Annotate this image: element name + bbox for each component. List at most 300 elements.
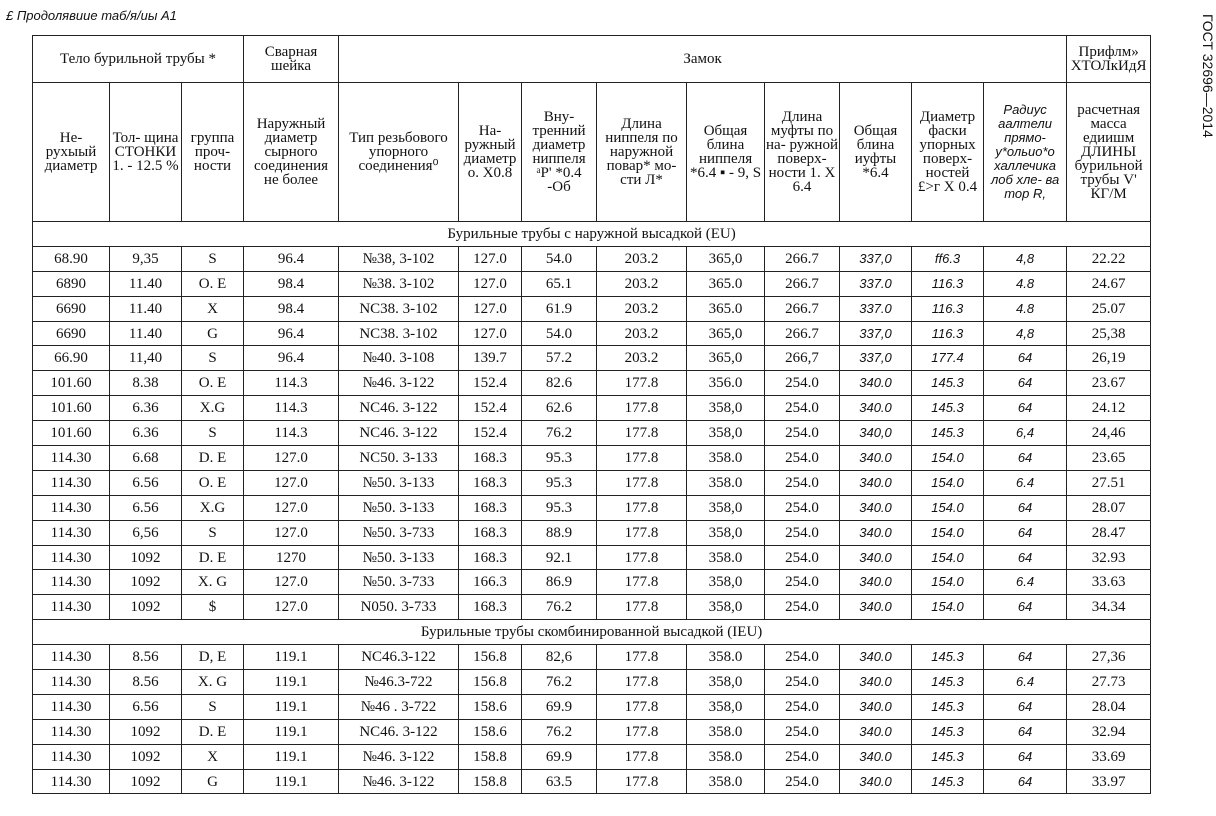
table-cell: 64 bbox=[984, 595, 1067, 620]
table-cell: 22.22 bbox=[1067, 246, 1151, 271]
col-strength-group: группа проч- ности bbox=[182, 83, 244, 222]
table-cell: S bbox=[182, 694, 244, 719]
table-cell: 340,0 bbox=[840, 421, 912, 446]
col-box-total-length: Общая блина иуфты *6.4 bbox=[840, 83, 912, 222]
table-cell: 1092 bbox=[110, 719, 182, 744]
table-cell: 145.3 bbox=[912, 719, 984, 744]
table-cell: 101.60 bbox=[33, 421, 110, 446]
col-box-length: Длина муфты по на- ружной поверх- ности 1. Х 6.4 bbox=[765, 83, 840, 222]
table-cell: 6690 bbox=[33, 321, 110, 346]
table-row bbox=[33, 470, 1151, 495]
table-cell: 95.3 bbox=[522, 470, 597, 495]
table-cell: №50. 3-733 bbox=[339, 520, 459, 545]
table-cell: 358.0 bbox=[687, 470, 765, 495]
table-cell: 82.6 bbox=[522, 371, 597, 396]
table-cell: 119.1 bbox=[244, 719, 339, 744]
table-cell: 86.9 bbox=[522, 570, 597, 595]
table-cell: 340.0 bbox=[840, 719, 912, 744]
table-cell: 340.0 bbox=[840, 570, 912, 595]
table-cell: 358.0 bbox=[687, 719, 765, 744]
table-cell: 11.40 bbox=[110, 321, 182, 346]
table-cell: 96.4 bbox=[244, 346, 339, 371]
table-cell: 24.12 bbox=[1067, 396, 1151, 421]
table-cell: 114.30 bbox=[33, 694, 110, 719]
table-cell: NC46. 3-122 bbox=[339, 719, 459, 744]
table-cell: 154.0 bbox=[912, 545, 984, 570]
table-cell: 358.0 bbox=[687, 446, 765, 471]
table-cell: 365.0 bbox=[687, 296, 765, 321]
table-cell: 114.3 bbox=[244, 421, 339, 446]
table-cell: 158.6 bbox=[459, 719, 522, 744]
table-cell: 114.30 bbox=[33, 470, 110, 495]
table-cell: 92.1 bbox=[522, 545, 597, 570]
table-cell: 337.0 bbox=[840, 296, 912, 321]
table-cell: 119.1 bbox=[244, 769, 339, 794]
drill-pipe-table bbox=[32, 35, 1151, 794]
table-cell: 6.4 bbox=[984, 470, 1067, 495]
table-cell: 25.07 bbox=[1067, 296, 1151, 321]
table-cell: №40. 3-108 bbox=[339, 346, 459, 371]
table-cell: 145.3 bbox=[912, 421, 984, 446]
table-cell: 119.1 bbox=[244, 645, 339, 670]
table-cell: 340.0 bbox=[840, 545, 912, 570]
table-cell: $ bbox=[182, 595, 244, 620]
table-row bbox=[33, 719, 1151, 744]
table-row bbox=[33, 570, 1151, 595]
table-cell: 358,0 bbox=[687, 520, 765, 545]
table-row bbox=[33, 520, 1151, 545]
table-cell: 156.8 bbox=[459, 645, 522, 670]
table-cell: X bbox=[182, 296, 244, 321]
table-cell: 6.56 bbox=[110, 694, 182, 719]
table-cell: 203.2 bbox=[597, 346, 687, 371]
table-cell: 254.0 bbox=[765, 446, 840, 471]
table-cell: 254.0 bbox=[765, 744, 840, 769]
table-cell: 6.4 bbox=[984, 670, 1067, 695]
table-cell: NC50. 3-133 bbox=[339, 446, 459, 471]
table-cell: 64 bbox=[984, 495, 1067, 520]
table-cell: 254.0 bbox=[765, 495, 840, 520]
table-cell: 340.0 bbox=[840, 495, 912, 520]
table-cell: 96.4 bbox=[244, 321, 339, 346]
table-cell: 358,0 bbox=[687, 396, 765, 421]
table-cell: 254.0 bbox=[765, 769, 840, 794]
table-cell: 28.07 bbox=[1067, 495, 1151, 520]
table-cell: 358.0 bbox=[687, 744, 765, 769]
table-cell: 154.0 bbox=[912, 446, 984, 471]
table-cell: 127.0 bbox=[244, 520, 339, 545]
table-cell: 4.8 bbox=[984, 296, 1067, 321]
table-cell: 6.56 bbox=[110, 470, 182, 495]
table-cell: 177.8 bbox=[597, 446, 687, 471]
table-cell: S bbox=[182, 246, 244, 271]
table-row bbox=[33, 271, 1151, 296]
table-cell: 27,36 bbox=[1067, 645, 1151, 670]
table-cell: S bbox=[182, 421, 244, 446]
table-cell: 76.2 bbox=[522, 670, 597, 695]
table-cell: 54.0 bbox=[522, 246, 597, 271]
table-cell: 119.1 bbox=[244, 670, 339, 695]
table-cell: 6,4 bbox=[984, 421, 1067, 446]
table-cell: 11,40 bbox=[110, 346, 182, 371]
section-row bbox=[33, 222, 1151, 247]
table-row bbox=[33, 296, 1151, 321]
table-cell: 32.93 bbox=[1067, 545, 1151, 570]
table-cell: 266.7 bbox=[765, 271, 840, 296]
table-cell: 254.0 bbox=[765, 670, 840, 695]
table-cell: 152.4 bbox=[459, 421, 522, 446]
header-pipe-body: Тело бурильной трубы * bbox=[33, 36, 244, 83]
table-cell: 8.38 bbox=[110, 371, 182, 396]
table-cell: 254.0 bbox=[765, 694, 840, 719]
table-cell: 177.8 bbox=[597, 495, 687, 520]
table-cell: 340.0 bbox=[840, 470, 912, 495]
table-cell: О. Е bbox=[182, 271, 244, 296]
table-cell: 254.0 bbox=[765, 470, 840, 495]
table-cell: 254.0 bbox=[765, 396, 840, 421]
table-cell: 254.0 bbox=[765, 371, 840, 396]
table-cell: 254.0 bbox=[765, 645, 840, 670]
table-row bbox=[33, 670, 1151, 695]
table-cell: 6.4 bbox=[984, 570, 1067, 595]
table-cell: 76.2 bbox=[522, 421, 597, 446]
table-cell: 27.51 bbox=[1067, 470, 1151, 495]
table-cell: D. E bbox=[182, 545, 244, 570]
table-cell: 127.0 bbox=[244, 495, 339, 520]
table-cell: 358,0 bbox=[687, 595, 765, 620]
table-cell: X.G bbox=[182, 495, 244, 520]
table-cell: №38. 3-102 bbox=[339, 271, 459, 296]
table-cell: 266,7 bbox=[765, 346, 840, 371]
table-cell: 64 bbox=[984, 446, 1067, 471]
table-cell: 254.0 bbox=[765, 545, 840, 570]
table-cell: 145.3 bbox=[912, 769, 984, 794]
col-joint-outer-diameter: На- ружный диаметр о. Х0.8 bbox=[459, 83, 522, 222]
table-cell: NC38. 3-102 bbox=[339, 321, 459, 346]
col-pin-total-length: Общая блина ниппеля *6.4 ▪ - 9, S bbox=[687, 83, 765, 222]
table-cell: 116.3 bbox=[912, 271, 984, 296]
table-cell: 6,56 bbox=[110, 520, 182, 545]
table-cell: 6.36 bbox=[110, 421, 182, 446]
table-cell: №50. 3-133 bbox=[339, 470, 459, 495]
table-cell: 114.30 bbox=[33, 719, 110, 744]
table-cell: 177.8 bbox=[597, 694, 687, 719]
section-row bbox=[33, 620, 1151, 645]
table-cell: 177.8 bbox=[597, 595, 687, 620]
table-cell: 168.3 bbox=[459, 470, 522, 495]
table-cell: 177.8 bbox=[597, 744, 687, 769]
table-cell: 6.68 bbox=[110, 446, 182, 471]
table-cell: 177.8 bbox=[597, 645, 687, 670]
table-cell: 98.4 bbox=[244, 296, 339, 321]
table-cell: 340.0 bbox=[840, 769, 912, 794]
table-cell: 158.6 bbox=[459, 694, 522, 719]
table-cell: №50. 3-133 bbox=[339, 495, 459, 520]
table-cell: 82,6 bbox=[522, 645, 597, 670]
table-cell: 203.2 bbox=[597, 271, 687, 296]
table-cell: 177.8 bbox=[597, 396, 687, 421]
table-cell: 177.8 bbox=[597, 470, 687, 495]
table-cell: 6890 bbox=[33, 271, 110, 296]
table-cell: 154.0 bbox=[912, 595, 984, 620]
table-cell: NC38. 3-102 bbox=[339, 296, 459, 321]
table-cell: 127.0 bbox=[459, 271, 522, 296]
table-cell: 114.30 bbox=[33, 670, 110, 695]
table-cell: 114.30 bbox=[33, 645, 110, 670]
table-cell: 98.4 bbox=[244, 271, 339, 296]
table-cell: 64 bbox=[984, 545, 1067, 570]
table-cell: 158.8 bbox=[459, 744, 522, 769]
table-cell: D. E bbox=[182, 719, 244, 744]
table-cell: D, E bbox=[182, 645, 244, 670]
table-cell: 96.4 bbox=[244, 246, 339, 271]
table-cell: 127.0 bbox=[244, 470, 339, 495]
table-cell: 203.2 bbox=[597, 246, 687, 271]
table-cell: 1092 bbox=[110, 595, 182, 620]
col-pin-length: Длина ниппеля по наружной повар* мо- сти Л* bbox=[597, 83, 687, 222]
col-unit-mass: расчетная масса едиишм ДЛИНЫ бурильной трубы V' КГ/М bbox=[1067, 83, 1151, 222]
table-cell: 340.0 bbox=[840, 396, 912, 421]
table-cell: 95.3 bbox=[522, 446, 597, 471]
table-cell: 114.30 bbox=[33, 495, 110, 520]
table-cell: 114.30 bbox=[33, 446, 110, 471]
header-weld-neck: Сварная шейка bbox=[244, 36, 339, 83]
table-cell: G bbox=[182, 321, 244, 346]
table-cell: 340.0 bbox=[840, 595, 912, 620]
table-cell: 145.3 bbox=[912, 396, 984, 421]
table-cell: №46. 3-122 bbox=[339, 371, 459, 396]
table-row bbox=[33, 495, 1151, 520]
table-cell: 68.90 bbox=[33, 246, 110, 271]
table-cell: 61.9 bbox=[522, 296, 597, 321]
table-cell: 114.3 bbox=[244, 371, 339, 396]
table-cell: 127.0 bbox=[244, 595, 339, 620]
table-cell: 8.56 bbox=[110, 645, 182, 670]
table-cell: 356.0 bbox=[687, 371, 765, 396]
table-cell: 6690 bbox=[33, 296, 110, 321]
table-cell: N050. 3-733 bbox=[339, 595, 459, 620]
table-cell: 177.8 bbox=[597, 545, 687, 570]
table-cell: 127.0 bbox=[459, 321, 522, 346]
table-cell: 127.0 bbox=[244, 446, 339, 471]
table-cell: D. E bbox=[182, 446, 244, 471]
table-cell: 254.0 bbox=[765, 570, 840, 595]
table-cell: 9,35 bbox=[110, 246, 182, 271]
table-cell: 177.8 bbox=[597, 570, 687, 595]
table-cell: 177.8 bbox=[597, 421, 687, 446]
col-wall-thickness: Тол- щина СТОНКИ 1. - 12.5 % bbox=[110, 83, 182, 222]
table-cell: 337,0 bbox=[840, 321, 912, 346]
table-cell: ff6.3 bbox=[912, 246, 984, 271]
table-cell: S bbox=[182, 520, 244, 545]
table-cell: 69.9 bbox=[522, 694, 597, 719]
table-cell: 127.0 bbox=[459, 246, 522, 271]
table-cell: X.G bbox=[182, 396, 244, 421]
table-row bbox=[33, 421, 1151, 446]
table-cell: 145.3 bbox=[912, 670, 984, 695]
table-cell: №46. 3-122 bbox=[339, 744, 459, 769]
table-cell: 365.0 bbox=[687, 271, 765, 296]
table-cell: 168.3 bbox=[459, 446, 522, 471]
table-cell: 114.30 bbox=[33, 744, 110, 769]
table-cell: 154.0 bbox=[912, 495, 984, 520]
table-cell: 365,0 bbox=[687, 321, 765, 346]
table-cell: 114.3 bbox=[244, 396, 339, 421]
table-cell: 4.8 bbox=[984, 271, 1067, 296]
table-cell: 34.34 bbox=[1067, 595, 1151, 620]
table-cell: 24,46 bbox=[1067, 421, 1151, 446]
table-cell: 337.0 bbox=[840, 271, 912, 296]
table-cell: 54.0 bbox=[522, 321, 597, 346]
table-cell: NC46. 3-122 bbox=[339, 396, 459, 421]
table-cell: 119.1 bbox=[244, 744, 339, 769]
table-cell: 1092 bbox=[110, 769, 182, 794]
table-cell: 1092 bbox=[110, 744, 182, 769]
table-cell: №46.3-722 bbox=[339, 670, 459, 695]
col-pin-inner-diameter: Вну- тренний диаметр ниппеля ᵃР' *0.4 -Об bbox=[522, 83, 597, 222]
table-cell: 23.65 bbox=[1067, 446, 1151, 471]
table-caption: £ Продолявиие таб/я/иы А1 bbox=[6, 8, 177, 23]
table-cell: 65.1 bbox=[522, 271, 597, 296]
table-cell: №38, 3-102 bbox=[339, 246, 459, 271]
table-cell: 116.3 bbox=[912, 296, 984, 321]
table-cell: 177.8 bbox=[597, 769, 687, 794]
table-cell: 25,38 bbox=[1067, 321, 1151, 346]
table-cell: 114.30 bbox=[33, 570, 110, 595]
table-cell: 358.0 bbox=[687, 769, 765, 794]
table-cell: 337,0 bbox=[840, 346, 912, 371]
table-cell: 177.8 bbox=[597, 670, 687, 695]
table-row bbox=[33, 396, 1151, 421]
table-cell: 76.2 bbox=[522, 719, 597, 744]
table-cell: 64 bbox=[984, 744, 1067, 769]
table-cell: 64 bbox=[984, 396, 1067, 421]
table-cell: О. Е bbox=[182, 470, 244, 495]
table-cell: 28.04 bbox=[1067, 694, 1151, 719]
table-cell: X bbox=[182, 744, 244, 769]
table-cell: №46. 3-122 bbox=[339, 769, 459, 794]
table-cell: 177.8 bbox=[597, 520, 687, 545]
table-cell: 62.6 bbox=[522, 396, 597, 421]
table-cell: 145.3 bbox=[912, 694, 984, 719]
table-cell: 266.7 bbox=[765, 246, 840, 271]
table-cell: 340.0 bbox=[840, 446, 912, 471]
header-tool-joint: Замок bbox=[339, 36, 1067, 83]
table-row bbox=[33, 545, 1151, 570]
table-row bbox=[33, 346, 1151, 371]
table-cell: 1092 bbox=[110, 570, 182, 595]
table-cell: 177.4 bbox=[912, 346, 984, 371]
table-cell: 154.0 bbox=[912, 570, 984, 595]
table-cell: 114.30 bbox=[33, 545, 110, 570]
header-note: Прифлм» ХТОЛкИдЯ bbox=[1067, 36, 1151, 83]
table-cell: 64 bbox=[984, 694, 1067, 719]
table-cell: 64 bbox=[984, 346, 1067, 371]
table-cell: 266.7 bbox=[765, 321, 840, 346]
table-cell: 1092 bbox=[110, 545, 182, 570]
table-cell: 358.0 bbox=[687, 645, 765, 670]
table-cell: G bbox=[182, 769, 244, 794]
table-cell: 64 bbox=[984, 719, 1067, 744]
col-fillet-radius: Радиус аалтели прямо- у*ольио*о халлечика лоб хле- ва тор R, bbox=[984, 83, 1067, 222]
table-cell: 152.4 bbox=[459, 396, 522, 421]
table-body bbox=[33, 222, 1151, 794]
table-row bbox=[33, 694, 1151, 719]
table-cell: 166.3 bbox=[459, 570, 522, 595]
table-cell: 152.4 bbox=[459, 371, 522, 396]
table-cell: 6.56 bbox=[110, 495, 182, 520]
table-cell: 4,8 bbox=[984, 246, 1067, 271]
table-cell: 6.36 bbox=[110, 396, 182, 421]
col-thread-type: Тип резьбового упорного соединения⁰ bbox=[339, 83, 459, 222]
standard-label: ГОСТ 32696—2014 bbox=[1200, 14, 1216, 138]
table-cell: 64 bbox=[984, 520, 1067, 545]
table-cell: 158.8 bbox=[459, 769, 522, 794]
table-cell: 23.67 bbox=[1067, 371, 1151, 396]
table-cell: 340.0 bbox=[840, 371, 912, 396]
table-cell: 64 bbox=[984, 371, 1067, 396]
table-cell: 116.3 bbox=[912, 321, 984, 346]
table-cell: 266.7 bbox=[765, 296, 840, 321]
table-cell: 365,0 bbox=[687, 246, 765, 271]
table-cell: 26,19 bbox=[1067, 346, 1151, 371]
table-cell: 119.1 bbox=[244, 694, 339, 719]
section-title: Бурильные трубы с наружной высадкой (EU) bbox=[33, 222, 1151, 247]
table-cell: 11.40 bbox=[110, 296, 182, 321]
table-cell: X. G bbox=[182, 570, 244, 595]
col-outer-diameter: Не- рухыый диаметр bbox=[33, 83, 110, 222]
table-cell: 337,0 bbox=[840, 246, 912, 271]
table-cell: 154.0 bbox=[912, 520, 984, 545]
col-chamfer-diameter: Диаметр фаски упорных поверх- ностей £>г Х 0.4 bbox=[912, 83, 984, 222]
table-cell: 64 bbox=[984, 645, 1067, 670]
table-cell: 340.0 bbox=[840, 645, 912, 670]
table-cell: 1270 bbox=[244, 545, 339, 570]
table-cell: NC46. 3-122 bbox=[339, 421, 459, 446]
table-cell: 177.8 bbox=[597, 371, 687, 396]
table-cell: 101.60 bbox=[33, 396, 110, 421]
table-cell: 33.69 bbox=[1067, 744, 1151, 769]
table-cell: 358.0 bbox=[687, 545, 765, 570]
table-cell: №46 . 3-722 bbox=[339, 694, 459, 719]
table-cell: 32.94 bbox=[1067, 719, 1151, 744]
table-cell: 156.8 bbox=[459, 670, 522, 695]
table-cell: 114.30 bbox=[33, 769, 110, 794]
table-cell: 168.3 bbox=[459, 495, 522, 520]
table-cell: 69.9 bbox=[522, 744, 597, 769]
table-row bbox=[33, 769, 1151, 794]
table-row bbox=[33, 645, 1151, 670]
table-cell: 145.3 bbox=[912, 645, 984, 670]
table-cell: 8.56 bbox=[110, 670, 182, 695]
table-cell: 340.0 bbox=[840, 520, 912, 545]
table-cell: №50. 3-133 bbox=[339, 545, 459, 570]
section-title: Бурильные трубы скомбинированной высадкой (IEU) bbox=[33, 620, 1151, 645]
table-cell: 63.5 bbox=[522, 769, 597, 794]
table-cell: 28.47 bbox=[1067, 520, 1151, 545]
table-cell: 340.0 bbox=[840, 670, 912, 695]
table-cell: 139.7 bbox=[459, 346, 522, 371]
table-cell: 27.73 bbox=[1067, 670, 1151, 695]
table-cell: 254.0 bbox=[765, 421, 840, 446]
table-cell: 254.0 bbox=[765, 719, 840, 744]
table-cell: 4,8 bbox=[984, 321, 1067, 346]
table-cell: 127.0 bbox=[459, 296, 522, 321]
table-cell: S bbox=[182, 346, 244, 371]
table-row bbox=[33, 321, 1151, 346]
table-cell: 57.2 bbox=[522, 346, 597, 371]
table-cell: 145.3 bbox=[912, 371, 984, 396]
